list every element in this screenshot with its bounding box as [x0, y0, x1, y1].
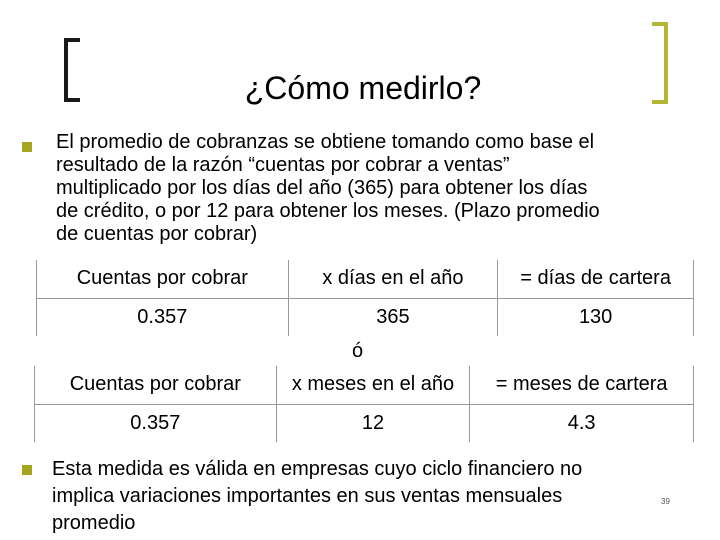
table-header-row — [37, 260, 694, 298]
slide-title: ¿Cómo medirlo? — [244, 70, 482, 106]
bullet-icon — [22, 142, 32, 152]
paragraph-validity — [52, 456, 712, 537]
value-months-of-portfolio: 4.3 — [470, 404, 694, 442]
bullet-icon — [22, 465, 32, 475]
table-row — [37, 298, 694, 336]
table-row — [35, 404, 694, 442]
paragraph-line: multiplicado por los días del año (365) para obtener los días — [56, 177, 588, 199]
value-days-of-portfolio: 130 — [498, 298, 694, 336]
value-days-in-year: 365 — [288, 298, 498, 336]
paragraph-line: promedio — [52, 512, 136, 534]
months-calculation-table — [34, 366, 694, 442]
header-accounts-receivable: Cuentas por cobrar — [35, 366, 277, 404]
paragraph-line: resultado de la razón “cuentas por cobrar a ventas” — [56, 154, 510, 176]
header-accounts-receivable: Cuentas por cobrar — [37, 260, 289, 298]
paragraph-line: de cuentas por cobrar) — [56, 223, 258, 245]
header-days-of-portfolio: = días de cartera — [498, 260, 694, 298]
header-days-in-year: x días en el año — [288, 260, 498, 298]
paragraph-definition — [56, 131, 716, 246]
header-months-in-year: x meses en el año — [276, 366, 470, 404]
paragraph-line: de crédito, o por 12 para obtener los meses. (Plazo promedio — [56, 200, 600, 222]
value-accounts-receivable: 0.357 — [35, 404, 277, 442]
paragraph-line: El promedio de cobranzas se obtiene tomando como base el — [56, 131, 595, 153]
paragraph-line: Esta medida es válida en empresas cuyo ciclo financiero no — [52, 458, 583, 480]
page-number: 39 — [661, 497, 670, 506]
or-separator: ó — [352, 340, 364, 362]
table-header-row — [35, 366, 694, 404]
value-months-in-year: 12 — [276, 404, 470, 442]
paragraph-line: implica variaciones importantes en sus ventas mensuales — [52, 485, 563, 507]
header-months-of-portfolio: = meses de cartera — [470, 366, 694, 404]
value-accounts-receivable: 0.357 — [37, 298, 289, 336]
days-calculation-table — [36, 260, 694, 336]
